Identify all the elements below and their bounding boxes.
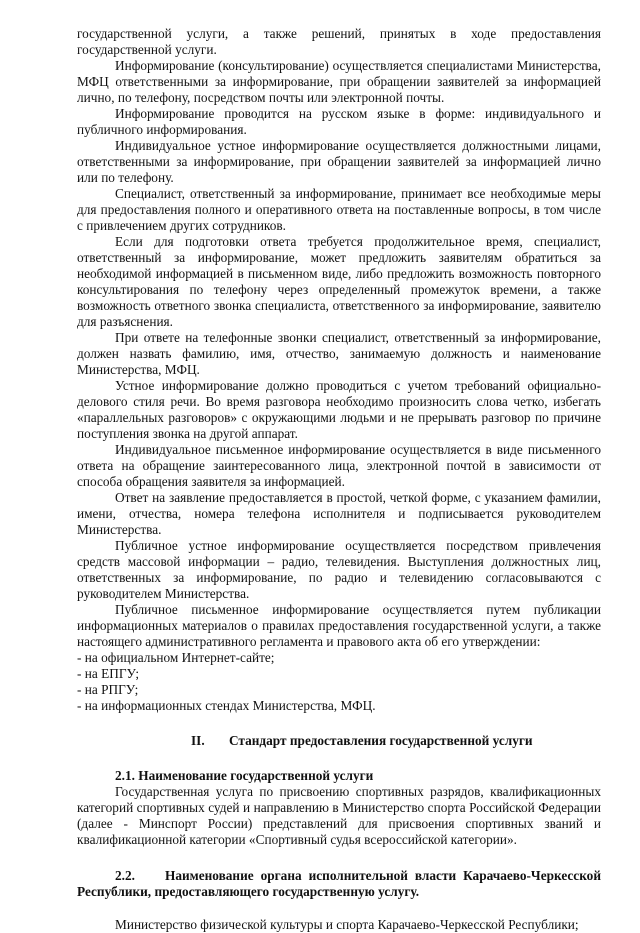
subsection-number: 2.2. — [115, 868, 135, 883]
paragraph-continuation: государственной услуги, а также решений, принятых в ходе предоставления государственной услуги. — [77, 26, 601, 57]
document-page — [77, 26, 601, 933]
paragraph: Публичное письменное информирование осуществляется путем публикации информационных материалов о правилах предоставления государственной услуги, а также настоящего административного регламента и правового акта об его утверждении: — [77, 602, 601, 649]
list-item: - на официальном Интернет-сайте; — [77, 650, 275, 665]
paragraph: Если для подготовки ответа требуется продолжительное время, специалист, ответственный за информирование, может предложить заявителям обратиться за необходимой информацией в письменном виде, либо предложить возможность повторного консультирования по телефону через определенный промежуток времени, а также возможность ответного звонка специалиста, ответственного за информирование, заявителю для разъяснения. — [77, 234, 601, 329]
list-item: - на РПГУ; — [77, 682, 139, 697]
paragraph: Устное информирование должно проводиться с учетом требований официально-делового стиля речи. Во время разговора необходимо произносить слова четко, избегать «параллельных разговоров» с окружающими людьми и не прерывать разговор по причине поступления звонка на другой аппарат. — [77, 378, 601, 441]
subsection-title: Наименование органа исполнительной власти Карачаево-Черкесской Республики, предоставляющего государственную услугу. — [77, 868, 601, 899]
section-heading — [77, 733, 601, 749]
paragraph: Публичное устное информирование осуществляется посредством привлечения средств массовой информации – радио, телевидения. Выступления должностных лиц, ответственных за информирование, по радио и телевидению согласовываются с руководителем Министерства. — [77, 538, 601, 601]
paragraph: Информирование проводится на русском языке в форме: индивидуального и публичного информирования. — [77, 106, 601, 137]
list-item: - на ЕПГУ; — [77, 666, 140, 681]
paragraph: При ответе на телефонные звонки специалист, ответственный за информирование, должен назвать фамилию, имя, отчество, занимаемую должность и наименование Министерства, МФЦ. — [77, 330, 601, 377]
paragraph: Ответ на заявление предоставляется в простой, четкой форме, с указанием фамилии, имени, отчества, номера телефона исполнителя и подписывается руководителем Министерства. — [77, 490, 601, 537]
subsection-text: Министерство физической культуры и спорта Карачаево-Черкесской Республики; — [115, 917, 579, 932]
paragraph: Индивидуальное письменное информирование осуществляется в виде письменного ответа на обращение заинтересованного лица, электронной почтой в зависимости от способа обращения заявителя за информацией. — [77, 442, 601, 489]
subsection-text: Государственная услуга по присвоению спортивных разрядов, квалификационных категорий спортивных судей и направлению в Министерство спорта Российской Федерации (далее - Минспорт России) представлений для присвоения спортивных званий и квалификационной категории «Спортивный судья всероссийской категории». — [77, 784, 601, 847]
list-item: - на информационных стендах Министерства, МФЦ. — [77, 698, 376, 713]
subsection-heading — [77, 868, 601, 900]
paragraph: Информирование (консультирование) осуществляется специалистами Министерства, МФЦ ответственными за информирование, при обращении заявителей за информацией лично, по телефону, посредством почты или электронной почты. — [77, 58, 601, 105]
paragraph: Индивидуальное устное информирование осуществляется должностными лицами, ответственными за информирование, при обращении заявителей за информацией лично или по телефону. — [77, 138, 601, 185]
subsection-heading: 2.1. Наименование государственной услуги — [115, 768, 374, 783]
paragraph: Специалист, ответственный за информирование, принимает все необходимые меры для предоставления полного и оперативного ответа на поставленные вопросы, в том числе с привлечением других сотрудников. — [77, 186, 601, 233]
section-number: II. — [191, 733, 205, 748]
section-title: Стандарт предоставления государственной услуги — [229, 733, 533, 748]
